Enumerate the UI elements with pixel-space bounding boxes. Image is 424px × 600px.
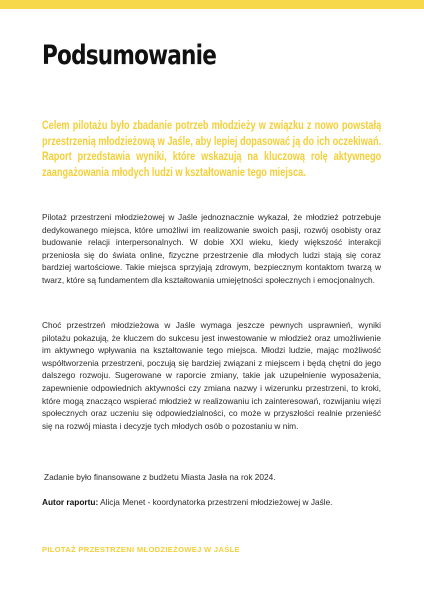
footer-running-title: PILOTAŻ PRZESTRZENI MŁODZIEŻOWEJ W JAŚLE: [42, 545, 240, 554]
body-paragraph-1: Pilotaż przestrzeni młodzieżowej w Jaśle jednoznacznie wykazał, że młodzież potrzebuje dedykowanego miejsca, które umożliwi im realizowanie swoich pasji, rozwój osobisty oraz budowanie relacji interpersonalnych. W dobie XXI wieku, kiedy większość interakcji przeniosła się do świata online, fizyczne przestrzenie dla młodych ludzi stają się coraz bardziej wartościowe. Takie miejsca sprzyjają zdrowym, bezpiecznym kontaktom twarzą w twarz, które są fundamentem dla kształtowania umiejętności społecznych i emocjonalnych.: [42, 212, 381, 285]
author-label: Autor raportu:: [42, 497, 99, 507]
funding-note: Zadanie było finansowane z budżetu Miasta Jasła na rok 2024.: [44, 472, 276, 482]
author-line: [42, 496, 387, 509]
top-accent-bar: [0, 0, 424, 9]
author-text: Alicja Menet - koordynatorka przestrzeni młodzieżowej w Jaśle.: [98, 497, 333, 507]
intro-summary: Celem pilotażu było zbadanie potrzeb młodzieży w związku z nowo powstałą przestrzenią młodzieżową w Jaśle, aby lepiej dopasować ją do ich oczekiwań. Raport przedstawia wyniki, które wskazują na kluczową rolę aktywnego zaangażowania młodych ludzi w kształtowanie tego miejsca.: [42, 120, 382, 179]
page-title: Podsumowanie: [42, 40, 217, 71]
body-paragraph-2: Choć przestrzeń młodzieżowa w Jaśle wymaga jeszcze pewnych usprawnień, wyniki pilotażu pokazują, że kluczem do sukcesu jest inwestowanie w młodzież oraz umożliwienie im aktywnego wpływania na kształtowanie tego miejsca. Młodzi ludzie, mając możliwość współtworzenia przestrzeni, poczują się bardziej związani z miejscem i będą chętni do jego dalszego rozwoju. Sugerowane w raporcie zmiany, takie jak uzupełnienie wyposażenia, zapewnienie odpowiednich aktywności czy zmiana nazwy i wizerunku przestrzeni, to kroki, które mogą znacząco wspierać młodzież w realizowaniu ich zainteresowań, rozwijaniu więzi społecznych oraz uczeniu się odpowiedzialności, co może w przyszłości realnie przenieść się na rozwój miasta i decyzje tych młodych osób o pozostaniu w nim.: [42, 320, 381, 431]
